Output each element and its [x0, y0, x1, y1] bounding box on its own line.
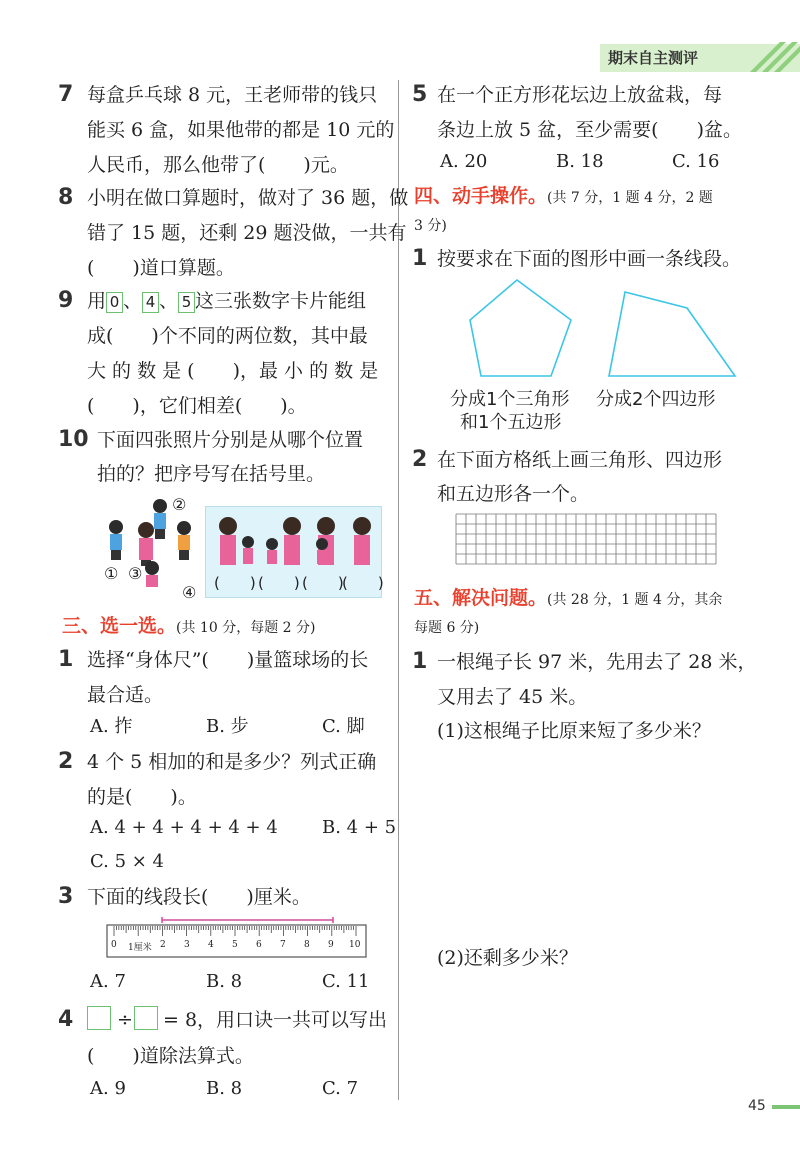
o2-number: 2	[412, 447, 428, 472]
c1-option-c[interactable]: C. 脚	[322, 716, 365, 737]
p1-sub-1: (1)这根绳子比原来短了多少米？	[437, 720, 711, 742]
o1-caption-2: 分成2个四边形	[596, 389, 716, 410]
c3-option-a[interactable]: A. 7	[90, 971, 126, 992]
q7-line-2: 能买 6 盒，如果他带的都是 10 元的	[87, 119, 395, 141]
ruler-label-1: 1厘米	[128, 943, 152, 953]
q7-line-1: 每盒乒乓球 8 元，王老师带的钱只	[87, 84, 378, 106]
c1-line-2: 最合适。	[87, 684, 164, 706]
c4-line-1: = 8，用口诀一共可以写出	[163, 1009, 388, 1031]
c1-number: 1	[58, 647, 74, 672]
q8-line-1: 小明在做口算题时，做对了 36 题，做	[87, 187, 409, 209]
ruler-label-7: 7	[280, 940, 286, 950]
q9-prefix: 用	[87, 290, 107, 312]
c3-option-c[interactable]: C. 11	[322, 971, 370, 992]
c4-option-c[interactable]: C. 7	[322, 1078, 359, 1099]
p1-line-2: 又用去了 45 米。	[437, 686, 588, 708]
c1-line-1: 选择“身体尺”( )量篮球场的长	[87, 649, 369, 671]
photo-blank-3[interactable]: ( )	[302, 574, 344, 592]
ruler-label-3: 3	[184, 940, 190, 950]
section-4-heading	[414, 184, 713, 210]
marker-4: ④	[182, 583, 197, 602]
c2-option-c[interactable]: C. 5 × 4	[90, 851, 165, 872]
ruler-label-9: 9	[328, 940, 334, 950]
q7-number: 7	[58, 82, 74, 107]
c4-divisor-box[interactable]	[134, 1006, 158, 1030]
photo-blank-1[interactable]: ( )	[214, 574, 256, 592]
c5-option-c[interactable]: C. 16	[672, 151, 720, 172]
section-5-title: 五、解决问题。	[414, 587, 548, 609]
ruler-label-5: 5	[232, 940, 238, 950]
q8-number: 8	[58, 185, 74, 210]
c5-option-a[interactable]: A. 20	[440, 151, 488, 172]
c2-line-1: 4 个 5 相加的和是多少？列式正确	[87, 751, 377, 773]
photos-figures	[208, 512, 378, 574]
quadrilateral-shape	[609, 292, 735, 376]
c4-dividend-box[interactable]	[87, 1006, 111, 1030]
q9-number: 9	[58, 288, 74, 313]
o2-line-1: 在下面方格纸上画三角形、四边形	[437, 449, 723, 471]
ruler-label-0: 0	[111, 940, 117, 950]
section-3-heading	[62, 614, 315, 640]
photo-blank-2[interactable]: ( )	[258, 574, 300, 592]
c4-div-sign: ÷	[117, 1009, 133, 1031]
digit-card-0: 0	[106, 292, 123, 313]
q9-suffix: 这三张数字卡片能组	[195, 290, 367, 312]
c3-number: 3	[58, 884, 74, 909]
q8-line-2: 错了 15 题，还剩 29 题没做，一共有	[87, 222, 407, 244]
o2-line-2: 和五边形各一个。	[437, 483, 590, 505]
section-3-title: 三、选一选。	[62, 615, 177, 637]
section-4-note-2: 3 分)	[414, 218, 447, 234]
digit-card-4: 4	[142, 292, 159, 313]
p1-sub-2: (2)还剩多少米？	[437, 947, 578, 969]
c4-option-a[interactable]: A. 9	[90, 1078, 126, 1099]
digit-card-5: 5	[178, 292, 195, 313]
o1-number: 1	[412, 246, 428, 271]
ruler-label-10: 10	[349, 940, 361, 950]
q10-number: 10	[58, 427, 89, 452]
q9-line-4: ( )，它们相差( )。	[87, 395, 307, 417]
c5-line-1: 在一个正方形花坛边上放盆栽，每	[437, 84, 723, 106]
marker-1: ①	[104, 564, 119, 583]
c3-line-1: 下面的线段长( )厘米。	[87, 886, 311, 908]
section-4-title: 四、动手操作。	[414, 185, 548, 207]
c2-number: 2	[58, 749, 74, 774]
ruler-label-2: 2	[160, 940, 166, 950]
c4-number: 4	[58, 1007, 74, 1032]
section-5-note-2: 每题 6 分)	[414, 620, 480, 636]
c5-line-2: 条边上放 5 盆，至少需要( )盆。	[437, 119, 742, 141]
pentagon-shape	[470, 280, 571, 376]
q9-line-1	[87, 289, 366, 313]
marker-2: ②	[172, 495, 187, 514]
c1-option-b[interactable]: B. 步	[206, 716, 249, 737]
shapes-figure	[465, 276, 745, 381]
grid-paper[interactable]	[455, 513, 717, 567]
q9-line-3: 大 的 数 是 ( )，最 小 的 数 是	[87, 360, 379, 382]
page-number-bar	[772, 1105, 800, 1109]
c2-line-2: 的是( )。	[87, 786, 197, 808]
c5-option-b[interactable]: B. 18	[556, 151, 604, 172]
p1-number: 1	[412, 649, 428, 674]
ruler-labels	[106, 940, 368, 954]
ruler-label-6: 6	[256, 940, 262, 950]
q9-line-2: 成( )个不同的两位数，其中最	[87, 325, 368, 347]
q10-line-2: 拍的？把序号写在括号里。	[97, 463, 326, 485]
c2-option-b[interactable]: B. 4 + 5	[322, 817, 397, 838]
q8-line-3: ( )道口算题。	[87, 257, 235, 279]
header-stripes-icon	[740, 36, 800, 72]
ruler-label-8: 8	[304, 940, 310, 950]
q7-line-3: 人民币，那么他带了( )元。	[87, 154, 349, 176]
o1-caption-1a: 分成1个三角形	[450, 389, 570, 410]
page-number: 45	[748, 1098, 766, 1114]
section-5-heading	[414, 586, 722, 612]
o1-line-1: 按要求在下面的图形中画一条线段。	[437, 248, 742, 270]
c5-number: 5	[412, 82, 428, 107]
q9-sep-2: 、	[159, 290, 179, 312]
ruler-label-4: 4	[208, 940, 214, 950]
q9-sep-1: 、	[123, 290, 143, 312]
c4-line-2: ( )道除法算式。	[87, 1045, 254, 1067]
p1-line-1: 一根绳子长 97 米，先用去了 28 米，	[437, 651, 757, 673]
marker-3: ③	[128, 564, 143, 583]
photo-blank-4[interactable]: ( )	[342, 574, 384, 592]
section-5-note: (共 28 分，1 题 4 分，其余	[547, 592, 723, 608]
q10-line-1: 下面四张照片分别是从哪个位置	[97, 429, 364, 451]
c3-option-b[interactable]: B. 8	[206, 971, 243, 992]
header-title: 期末自主测评	[608, 49, 699, 67]
o1-caption-1b: 和1个五边形	[460, 412, 562, 433]
c4-option-b[interactable]: B. 8	[206, 1078, 243, 1099]
c2-option-a[interactable]: A. 4 + 4 + 4 + 4 + 4	[90, 817, 278, 838]
section-3-note: (共 10 分，每题 2 分)	[176, 620, 316, 636]
c1-option-a[interactable]: A. 拃	[90, 716, 133, 737]
section-4-note: (共 7 分，1 题 4 分，2 题	[547, 190, 713, 206]
